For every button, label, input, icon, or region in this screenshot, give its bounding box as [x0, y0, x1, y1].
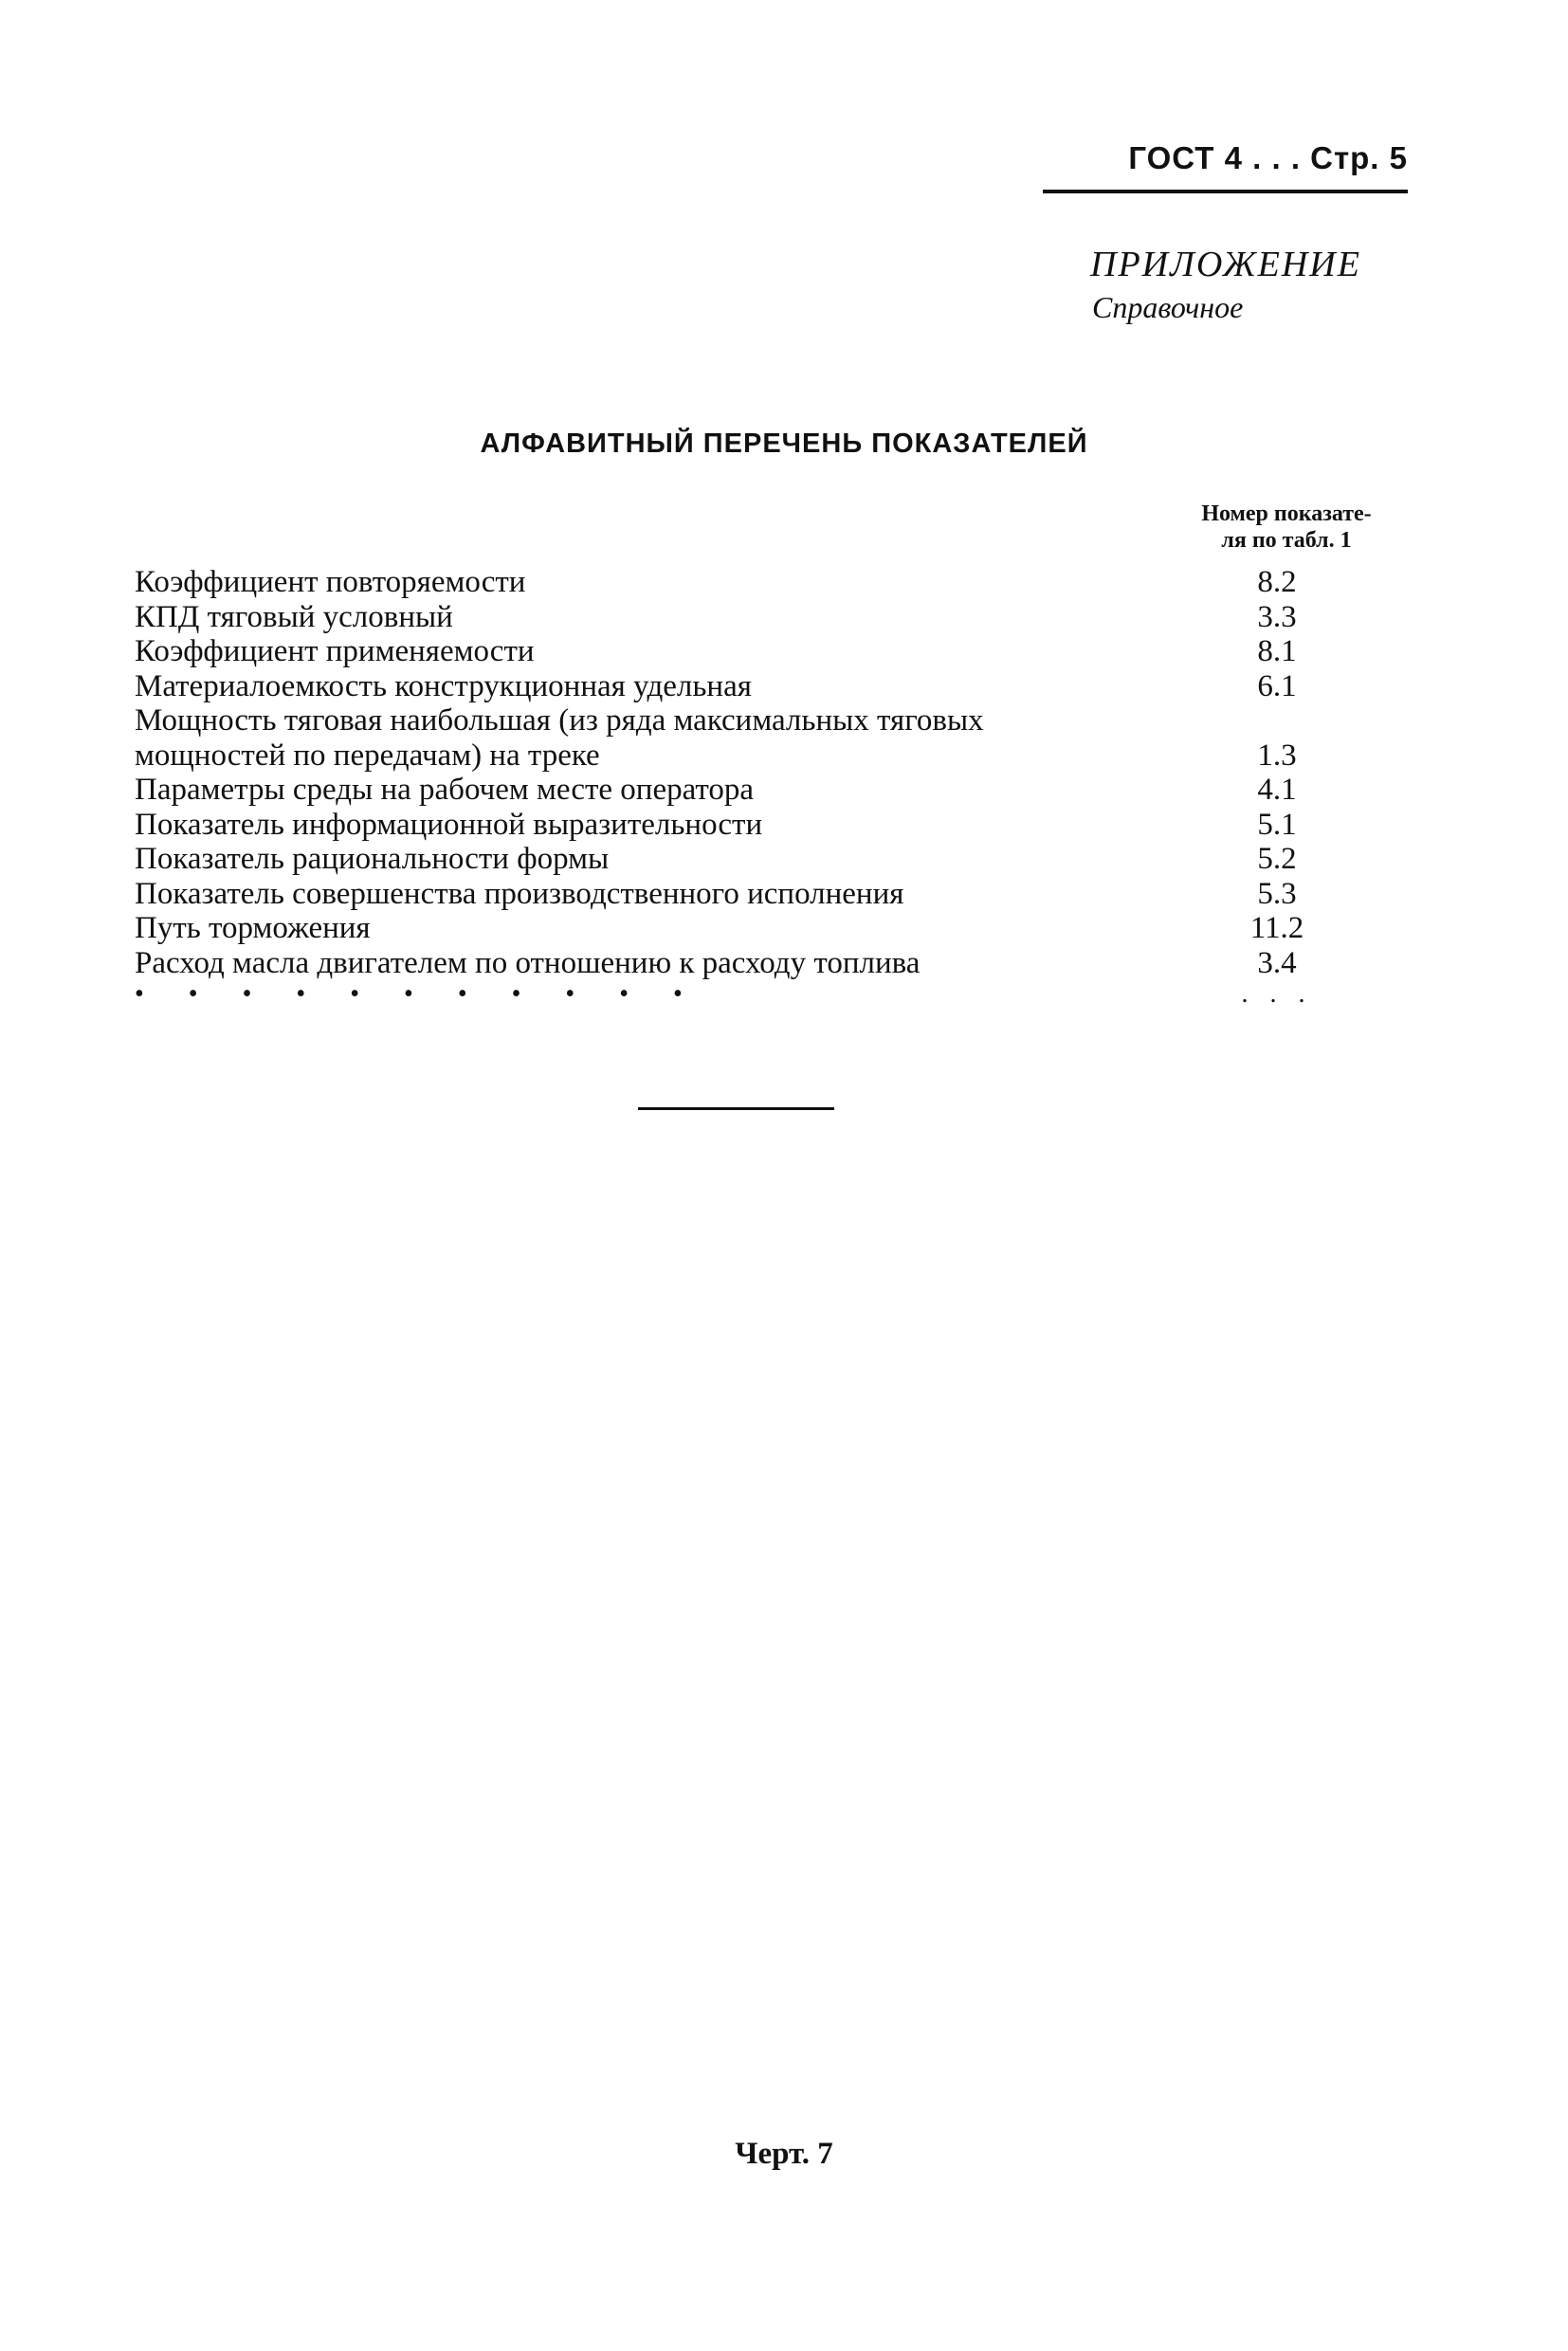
list-item	[135, 842, 1329, 877]
indicator-name: Мощность тяговая наибольшая (из ряда максимальных тяговых мощностей по передачам) на треке	[135, 703, 984, 773]
header-rule	[1043, 190, 1408, 193]
indicator-number: 11.2	[1249, 911, 1304, 945]
indicator-number: 5.2	[1257, 842, 1297, 876]
column-header-line-2: ля по табл. 1	[1221, 528, 1352, 553]
indicator-number: 3.4	[1257, 945, 1297, 980]
indicator-name: Коэффициент применяемости	[135, 634, 535, 668]
indicator-number: 5.1	[1257, 807, 1297, 842]
page-header: ГОСТ 4 . . . Стр. 5	[1128, 140, 1408, 175]
indicator-name: Показатель информационной выразительности	[135, 807, 763, 842]
indicator-number: 8.1	[1257, 634, 1297, 668]
indicator-name: Параметры среды на рабочем месте оператора	[135, 773, 755, 807]
indicator-number: 1.3	[1257, 738, 1297, 773]
list-item	[135, 946, 1329, 981]
indicator-name: Показатель рациональности формы	[135, 842, 610, 876]
indicator-name: Материалоемкость конструкционная удельная	[135, 668, 752, 703]
appendix-block	[1090, 242, 1361, 327]
indicator-number: 8.2	[1257, 565, 1297, 599]
indicator-name: Коэффициент повторяемости	[135, 565, 526, 599]
appendix-title: ПРИЛОЖЕНИЕ	[1090, 245, 1361, 284]
indicator-number: 5.3	[1257, 876, 1297, 911]
indicator-number: 4.1	[1257, 773, 1297, 807]
footer-mark: Черт. 7	[735, 2137, 833, 2171]
list-item	[135, 808, 1329, 843]
continuation-row	[135, 980, 1329, 1009]
indicator-number: 3.3	[1257, 599, 1297, 634]
indicator-list	[135, 565, 1329, 1009]
continuation-dots-left: • • • • • • • • • • •	[135, 978, 702, 1009]
list-item	[135, 669, 1329, 704]
column-header-line-1: Номер показате-	[1201, 501, 1372, 526]
list-item	[135, 773, 1329, 808]
list-item	[135, 634, 1329, 669]
indicator-name: Расход масла двигателем по отношению к расходу топлива	[135, 945, 921, 980]
list-item	[135, 911, 1329, 946]
indicator-number: 6.1	[1257, 668, 1297, 703]
indicator-name: Показатель совершенства производственного исполнения	[135, 876, 904, 911]
column-header	[1149, 501, 1424, 554]
indicator-name: КПД тяговый условный	[135, 599, 453, 634]
list-item	[135, 703, 1329, 773]
list-item	[135, 600, 1329, 635]
continuation-dots-right: . . .	[1241, 978, 1313, 1009]
indicator-name: Путь торможения	[135, 911, 371, 945]
list-item	[135, 565, 1329, 600]
list-item	[135, 877, 1329, 912]
appendix-subtitle: Справочное	[1092, 290, 1244, 324]
end-rule	[638, 1107, 834, 1110]
list-title: АЛФАВИТНЫЙ ПЕРЕЧЕНЬ ПОКАЗАТЕЛЕЙ	[480, 428, 1088, 459]
